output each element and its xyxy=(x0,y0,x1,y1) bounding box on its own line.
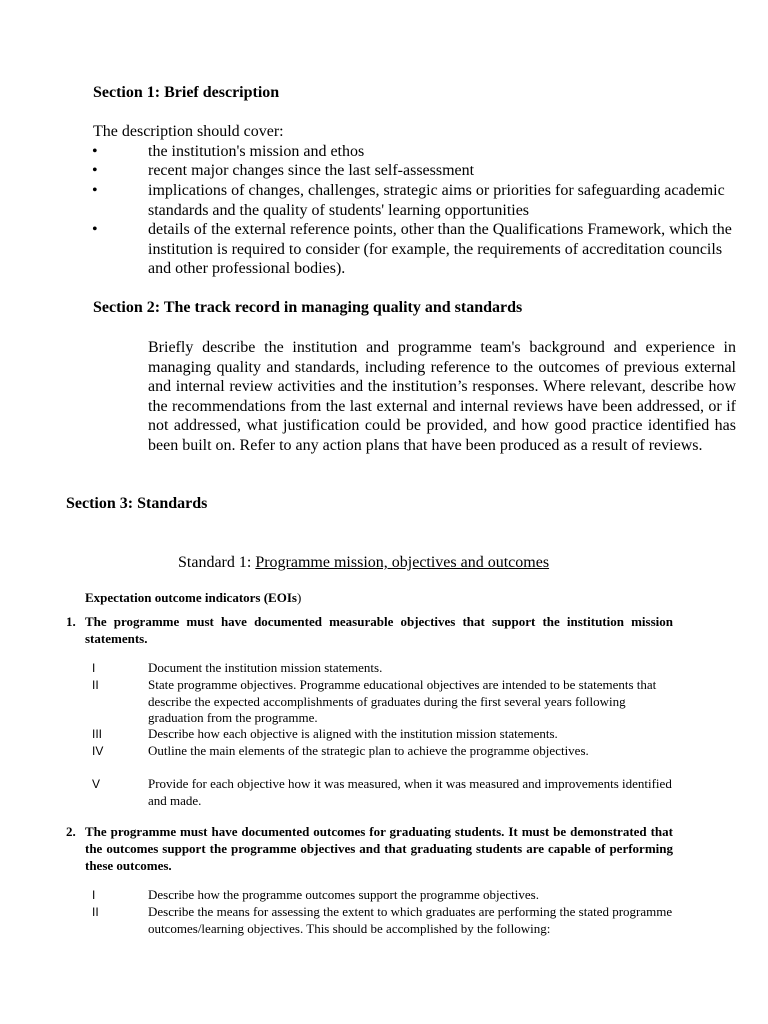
bullet-mark: • xyxy=(92,221,98,238)
standard-prefix: Standard 1: xyxy=(178,554,256,571)
roman-text: Outline the main elements of the strategic plan to achieve the programme objectives. xyxy=(148,743,589,758)
roman-mark: V xyxy=(92,777,101,791)
roman-text: Describe how the programme outcomes support the programme objectives. xyxy=(148,887,539,902)
section-2-paragraph: Briefly describe the institution and programme team's background and experience in managing quality and standards, including reference to the outcomes of previous external and internal review activities and the institution’s responses. Where relevant, describe how the recommendations from the last external and internal reviews have been addressed, or if not addressed, what justification could be provided, and how good practice identified has been built on. Refer to any action plans that have been produced as a result of reviews. xyxy=(148,339,736,454)
bullet-text: recent major changes since the last self-assessment xyxy=(148,162,475,179)
item-number: 1. xyxy=(66,614,76,629)
eoi-heading xyxy=(85,590,301,606)
item-number: 2. xyxy=(66,824,76,839)
roman-text: Describe how each objective is aligned with the institution mission statements. xyxy=(148,726,558,741)
roman-mark: III xyxy=(92,727,103,741)
roman-mark: I xyxy=(92,888,96,902)
bullet-text: details of the external reference points, other than the Qualifications Framework, which the institution is required to consider (for example, the requirements of accreditation councils and other professional bodies). xyxy=(148,221,732,277)
bullet-text: implications of changes, challenges, strategic aims or priorities for safeguarding academic standards and the quality of students' learning opportunities xyxy=(148,182,725,219)
item-text: The programme must have documented measurable objectives that support the institution mission statements. xyxy=(85,614,673,646)
roman-text: Provide for each objective how it was measured, when it was measured and improvements identified and made. xyxy=(148,776,672,808)
bullet-mark: • xyxy=(92,143,98,160)
bullet-mark: • xyxy=(92,162,98,179)
bullet-text: the institution's mission and ethos xyxy=(148,143,365,160)
roman-text: Describe the means for assessing the extent to which graduates are performing the stated programme outcomes/learning objectives. This should be accomplished by the following: xyxy=(148,904,673,936)
roman-text: State programme objectives. Programme educational objectives are intended to be statements that describe the expected accomplishments of graduates during the first several years following graduation from the programme. xyxy=(148,677,657,725)
item-text: The programme must have documented outcomes for graduating students. It must be demonstrated that the outcomes support the programme objectives and that graduating students are capable of performing these outcomes. xyxy=(85,824,673,873)
roman-mark: I xyxy=(92,661,96,675)
eoi-heading-paren: ) xyxy=(296,590,302,605)
section-2-heading: Section 2: The track record in managing quality and standards xyxy=(93,299,523,316)
roman-text: Document the institution mission statements. xyxy=(148,660,383,675)
roman-mark: II xyxy=(92,678,99,692)
roman-mark: II xyxy=(92,905,99,919)
section-1-intro: The description should cover: xyxy=(93,123,284,140)
standard-1-title xyxy=(178,553,549,573)
bullet-mark: • xyxy=(92,182,98,199)
roman-mark: IV xyxy=(92,744,104,758)
section-1-heading: Section 1: Brief description xyxy=(93,84,280,101)
standard-name: Programme mission, objectives and outcomes xyxy=(255,554,550,571)
eoi-heading-text: Expectation outcome indicators (EOIs xyxy=(85,590,297,605)
section-3-heading: Section 3: Standards xyxy=(66,495,208,512)
